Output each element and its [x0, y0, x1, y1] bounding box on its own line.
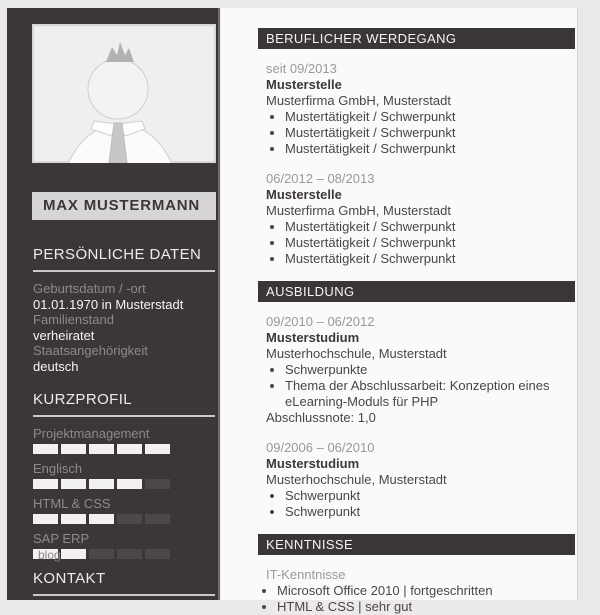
career-section-header: BERUFLICHER WERDEGANG: [258, 28, 575, 49]
skill-level-block: [89, 444, 114, 454]
skill-level-block: [33, 479, 58, 489]
entry-bullet-list: [266, 488, 575, 520]
skill-level-block: [61, 514, 86, 524]
entry-organization: Musterhochschule, Musterstadt: [266, 472, 447, 487]
contact-section: [33, 570, 215, 596]
skill-level-block: [117, 514, 142, 524]
skill-level-bar: [33, 514, 215, 524]
skill-row: [33, 426, 215, 454]
entry-bullet: • Schwerpunkte: [285, 362, 575, 378]
entry-title: Musterstudium: [266, 456, 360, 471]
entry-title: Musterstudium: [266, 330, 360, 345]
personal-data-label: Staatsangehörigkeit: [33, 343, 148, 358]
entry-bullet: • Mustertätigkeit / Schwerpunkt: [285, 251, 575, 267]
skill-level-bar: [33, 444, 215, 454]
entry-bullet: • Mustertätigkeit / Schwerpunkt: [285, 235, 575, 251]
skill-list: [33, 426, 215, 559]
short-profile-section: [33, 391, 215, 566]
skills-section-header: KENNTNISSE: [258, 534, 575, 555]
entry-organization: Musterfirma GmbH, Musterstadt: [266, 93, 451, 108]
skill-level-block: [145, 549, 170, 559]
skill-level-block: [33, 444, 58, 454]
profile-photo-placeholder: [32, 24, 216, 163]
entry-period: 09/2010 – 06/2012: [266, 314, 375, 329]
skill-level-bar: [33, 479, 215, 489]
entry-period: 06/2012 – 08/2013: [266, 171, 375, 186]
entry-bullet: • Thema der Abschlussarbeit: Konzeption eines eLearning-Moduls für PHP: [285, 378, 575, 410]
short-profile-heading: KURZPROFIL: [33, 391, 133, 408]
entry-period: 09/2006 – 06/2010: [266, 440, 375, 455]
personal-data-rows: [33, 281, 215, 374]
personal-data-value: 01.01.1970 in Musterstadt: [33, 296, 184, 312]
entry-bullet-list: [266, 362, 575, 410]
personal-data-label: Familienstand: [33, 312, 114, 327]
entry-bullet-list: [266, 109, 575, 157]
skill-row: [33, 496, 215, 524]
skill-level-block: [33, 514, 58, 524]
skill-level-block: [61, 444, 86, 454]
skills-bullet: • Microsoft Office 2010 | fortgeschritten: [277, 583, 575, 599]
avatar-icon: [32, 24, 216, 163]
skill-level-block: [145, 479, 170, 489]
entry-period: seit 09/2013: [266, 61, 337, 76]
skill-label: SAP ERP: [33, 531, 90, 546]
career-entry: [266, 171, 575, 267]
main-column: [221, 8, 578, 614]
personal-data-label: Geburtsdatum / -ort: [33, 281, 146, 296]
skill-label: HTML & CSS: [33, 496, 111, 511]
heading-rule: [33, 270, 215, 272]
skill-row: [33, 461, 215, 489]
contact-heading: KONTAKT: [33, 570, 106, 587]
skills-group-label: IT-Kenntnisse: [266, 567, 346, 582]
skill-level-block: [89, 479, 114, 489]
entry-title: Musterstelle: [266, 77, 342, 92]
heading-rule: [33, 594, 215, 596]
entry-bullet: • Schwerpunkt: [285, 504, 575, 520]
entry-organization: Musterhochschule, Musterstadt: [266, 346, 447, 361]
blog-label: blog: [38, 548, 61, 562]
candidate-name: MAX MUSTERMANN: [32, 192, 216, 220]
skill-level-block: [61, 479, 86, 489]
entry-bullet-list: [266, 219, 575, 267]
skill-level-block: [89, 514, 114, 524]
entry-bullet: • Mustertätigkeit / Schwerpunkt: [285, 219, 575, 235]
skill-level-block: [61, 549, 86, 559]
entry-title: Musterstelle: [266, 187, 342, 202]
education-entry: [266, 314, 575, 426]
personal-data-value: deutsch: [33, 358, 79, 374]
skill-level-block: [145, 514, 170, 524]
personal-data-heading: PERSÖNLICHE DATEN: [33, 246, 202, 263]
skills-bullet: • HTML & CSS | sehr gut: [277, 599, 575, 615]
skill-level-block: [89, 549, 114, 559]
skills-bullet-list: [258, 583, 575, 615]
skill-label: Projektmanagement: [33, 426, 150, 441]
entry-bullet: • Mustertätigkeit / Schwerpunkt: [285, 141, 575, 157]
sidebar: [7, 8, 220, 600]
heading-rule: [33, 415, 215, 417]
entry-bullet: • Schwerpunkt: [285, 488, 575, 504]
main-content: [258, 8, 575, 615]
skill-level-block: [117, 479, 142, 489]
education-entry: [266, 440, 575, 520]
skill-label: Englisch: [33, 461, 83, 476]
entry-bullet: • Mustertätigkeit / Schwerpunkt: [285, 109, 575, 125]
personal-data-section: [33, 246, 215, 374]
personal-data-value: verheiratet: [33, 327, 95, 343]
education-section-header: AUSBILDUNG: [258, 281, 575, 302]
career-entry: [266, 61, 575, 157]
entry-organization: Musterfirma GmbH, Musterstadt: [266, 203, 451, 218]
skill-level-block: [145, 444, 170, 454]
skill-level-block: [117, 444, 142, 454]
entry-grade-note: Abschlussnote: 1,0: [266, 410, 376, 425]
skill-level-block: [117, 549, 142, 559]
entry-bullet: • Mustertätigkeit / Schwerpunkt: [285, 125, 575, 141]
